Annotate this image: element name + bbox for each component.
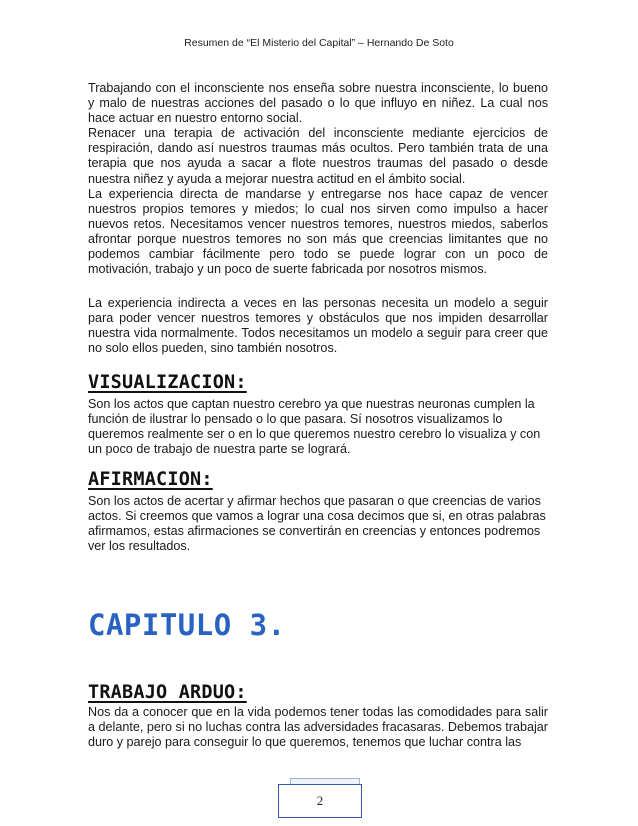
section-trabajo-body [88,705,548,750]
running-header: Resumen de “El Misterio del Capital” – Hernando De Soto [184,37,454,49]
page-number-badge [262,778,382,820]
page-number: 2 [316,793,324,808]
intro-paragraphs [88,81,548,277]
chapter-title: CAPITULO 3. [88,608,286,642]
paragraph-trabajo-arduo: Nos da a conocer que en la vida podemos tener todas las comodidades para salir a delante, pero si no luchas contra las adversidades fracasaras. Debemos trabajar duro y parejo para conseguir lo que queremos, tenemos que luchar contra las [88,705,548,750]
paragraph-experiencia-indirecta: La experiencia indirecta a veces en las personas necesita un modelo a seguir para poder vencer nuestros temores y obstáculos que nos impiden desarrollar nuestra vida normalmente. Todos necesitamos un modelo a seguir para creer que no solo ellos pueden, sino también nosotros. [88,296,548,356]
section-afirmacion-body [88,494,548,554]
heading-visualizacion: VISUALIZACION: [88,372,247,393]
heading-afirmacion: AFIRMACION: [88,469,213,490]
section-visualizacion-body [88,397,548,457]
paragraph-experiencia-directa: La experiencia directa de mandarse y entregarse nos hace capaz de vencer nuestros propios temores y miedos; lo cual nos sirven como impulso a hacer nuevos retos. Necesitamos vencer nuestros temores, nuestros miedos, saberlos afrontar porque nuestros temores no son más que creencias limitantes que no podemos cambiar fácilmente pero todo se puede lograr con un poco de motivación, trabajo y un poco de suerte fabricada por nosotros mismos. [88,186,548,277]
paragraph-inconsciente: Trabajando con el inconsciente nos enseña sobre nuestra inconsciente, lo bueno y malo de nuestras acciones del pasado o lo que influyo en niñez. La cual nos hace actuar en nuestro entorno social. [88,81,548,126]
paragraph-renacer: Renacer una terapia de activación del inconsciente mediante ejercicios de respiración, dando así nuestros traumas más ocultos. Pero también trata de una terapia que nos ayuda a sacar a flote nuestros traumas del pasado o desde nuestra niñez y ayuda a mejorar nuestra actitud en el ámbito social. [88,126,548,186]
paragraph-afirmacion: Son los actos de acertar y afirmar hechos que pasaran o que creencias de varios actos. Si creemos que vamos a lograr una cosa decimos que si, en otras palabras afirmamos, estas afirmaciones se convertirán en creencias y entonces podremos ver los resultados. [88,494,546,554]
heading-trabajo-arduo: TRABAJO ARDUO: [88,682,247,703]
page-number-box [278,784,362,818]
paragraph-visualizacion: Son los actos que captan nuestro cerebro ya que nuestras neuronas cumplen la función de ilustrar lo pensado o lo que pasara. Sí nosotros visualizamos lo queremos realmente ser o en lo que queremos nuestro cerebro lo visualiza y con un poco de trabajo de nuestra parte se logrará. [88,397,541,457]
paragraph-block-indirecta [88,296,548,356]
